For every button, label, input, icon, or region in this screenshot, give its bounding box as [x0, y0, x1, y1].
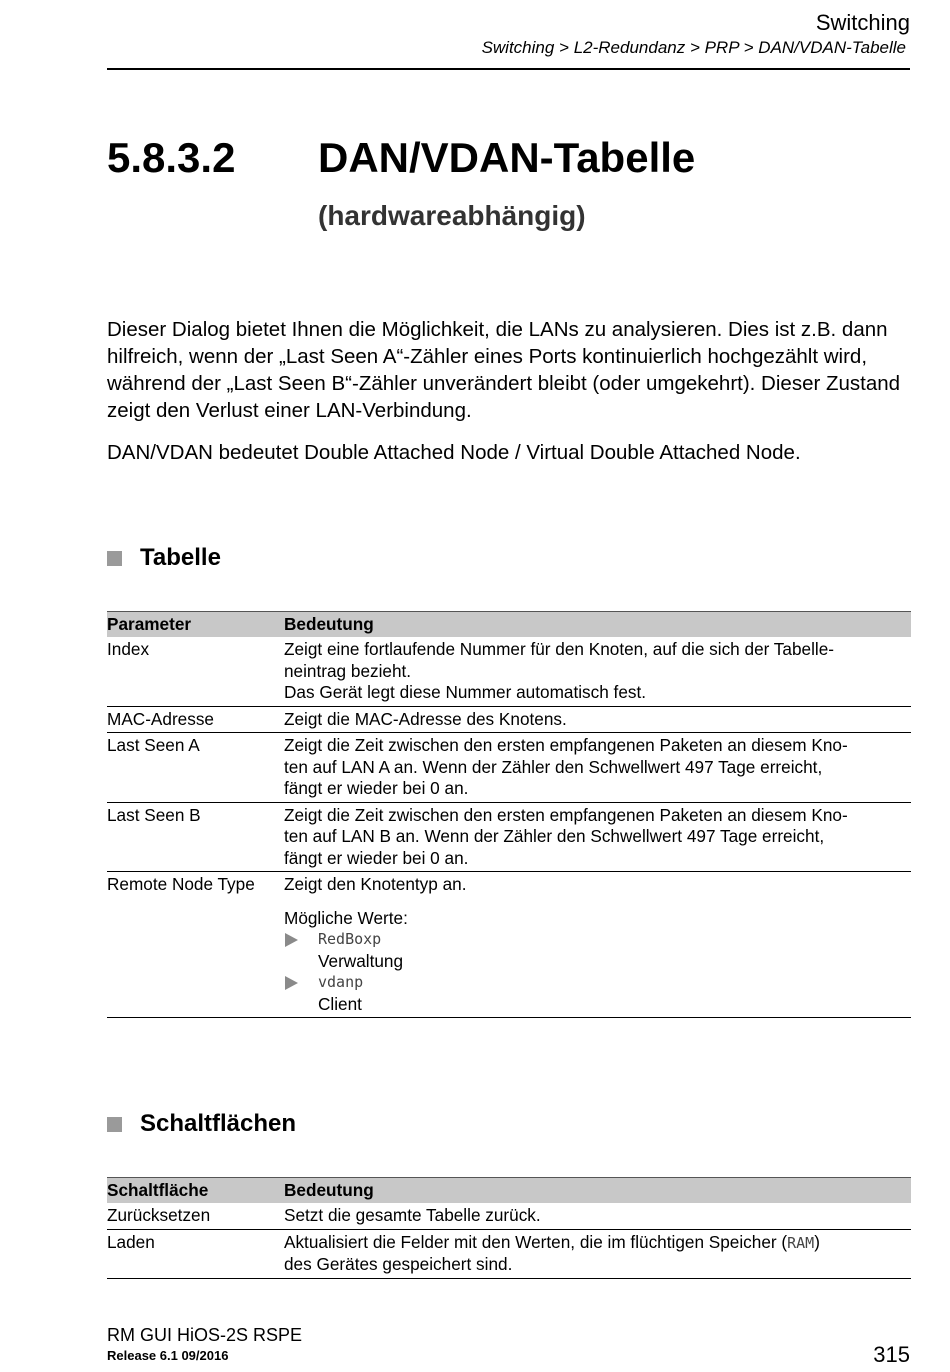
value-code: vdanp — [318, 973, 364, 991]
meaning-cell — [284, 802, 911, 872]
triangle-bullet-icon — [285, 976, 298, 990]
meaning-line: Zeigt die Zeit zwischen den ersten empfangenen Paketen an diesem Kno- — [284, 804, 848, 825]
param-cell: Last Seen A — [107, 733, 284, 803]
param-cell: Zurücksetzen — [107, 1203, 284, 1229]
buttons-table — [107, 1177, 911, 1279]
meaning-cell — [284, 733, 911, 803]
page-number: 315 — [873, 1342, 910, 1367]
intro-definition: DAN/VDAN bedeutet Double Attached Node / Virtual Double Attached Node. — [107, 441, 801, 464]
meaning-text: ) — [814, 1231, 820, 1252]
section-number: 5.8.3.2 — [107, 134, 236, 181]
param-cell: Index — [107, 637, 284, 706]
meaning-line: Das Gerät legt diese Nummer automatisch fest. — [284, 682, 647, 702]
breadcrumb: Switching > L2-Redundanz > PRP > DAN/VDAN-Tabelle — [481, 38, 906, 57]
param-cell: MAC-Adresse — [107, 706, 284, 733]
meaning-cell — [284, 872, 911, 1018]
param-cell: Last Seen B — [107, 802, 284, 872]
param-cell: Laden — [107, 1229, 284, 1278]
meaning-line: Zeigt die MAC-Adresse des Knotens. — [284, 708, 567, 729]
table-section-heading — [107, 544, 221, 572]
value-description: Client — [318, 993, 362, 1014]
column-header-parameter: Parameter — [107, 612, 284, 638]
column-header-meaning: Bedeutung — [284, 1178, 911, 1204]
table-header-row — [107, 612, 911, 638]
page-subtitle: (hardwareabhängig) — [318, 200, 586, 231]
meaning-line: neintrag bezieht. — [284, 660, 412, 681]
intro-paragraph: Dieser Dialog bietet Ihnen die Möglichkeit, die LANs zu analysieren. Dies ist z.B. dann hilfreich, wenn der „Last Seen A“-Zähler eines Ports kontinuierlich hochgezählt wird, während der „Last Seen B“-Zähler unverändert bleibt (oder umgekehrt). Dieser Zustand zeigt den Verlust einer LAN-Verbindung. — [107, 318, 901, 422]
value-code: RedBoxp — [318, 930, 382, 948]
square-bullet-icon — [107, 1117, 122, 1132]
table-row — [107, 1203, 911, 1229]
meaning-line: Zeigt den Knotentyp an. — [284, 874, 467, 894]
list-item — [284, 972, 911, 1015]
page-title: DAN/VDAN-Tabelle — [318, 134, 696, 181]
triangle-bullet-icon — [285, 933, 298, 947]
meaning-line: Zeigt die Zeit zwischen den ersten empfangenen Paketen an diesem Kno- — [284, 735, 848, 755]
buttons-section-heading-label: Schaltflächen — [140, 1110, 297, 1137]
meaning-cell — [284, 706, 911, 733]
square-bullet-icon — [107, 551, 122, 566]
meaning-cell — [284, 637, 911, 706]
table-section-heading-label: Tabelle — [140, 544, 221, 571]
possible-values-label: Mögliche Werte: — [284, 907, 408, 928]
table-row — [107, 706, 911, 733]
meaning-line: ten auf LAN A an. Wenn der Zähler den Schwellwert 497 Tage erreicht, — [284, 756, 823, 777]
possible-values-list — [284, 929, 911, 1015]
table-row — [107, 1229, 911, 1278]
table-row — [107, 872, 911, 1018]
meaning-cell: Setzt die gesamte Tabelle zurück. — [284, 1203, 911, 1229]
column-header-meaning: Bedeutung — [284, 612, 911, 638]
meaning-line: fängt er wieder bei 0 an. — [284, 778, 469, 798]
param-cell: Remote Node Type — [107, 872, 284, 1018]
meaning-text: Aktualisiert die Felder mit den Werten, die im flüchtigen Speicher ( — [284, 1231, 788, 1252]
meaning-line: fängt er wieder bei 0 an. — [284, 847, 469, 868]
meaning-cell — [284, 1229, 911, 1278]
page-header-title: Switching — [815, 10, 910, 35]
meaning-line: ten auf LAN B an. Wenn der Zähler den Schwellwert 497 Tage erreicht, — [284, 826, 825, 846]
buttons-section-heading — [107, 1110, 296, 1138]
footer-product: RM GUI HiOS-2S RSPE — [107, 1325, 303, 1345]
parameter-table — [107, 611, 911, 1018]
meaning-line — [284, 1232, 911, 1255]
table-header-row — [107, 1178, 911, 1204]
header-divider — [107, 68, 910, 70]
table-row — [107, 802, 911, 872]
ram-code: RAM — [787, 1233, 815, 1252]
meaning-line: Zeigt eine fortlaufende Nummer für den Knoten, auf die sich der Tabelle- — [284, 639, 834, 659]
table-row — [107, 733, 911, 803]
list-item — [284, 929, 911, 972]
table-row — [107, 637, 911, 706]
value-description: Verwaltung — [318, 950, 404, 971]
footer-release: Release 6.1 09/2016 — [107, 1348, 229, 1363]
meaning-line: des Gerätes gespeichert sind. — [284, 1254, 513, 1274]
column-header-button: Schaltfläche — [107, 1178, 284, 1204]
